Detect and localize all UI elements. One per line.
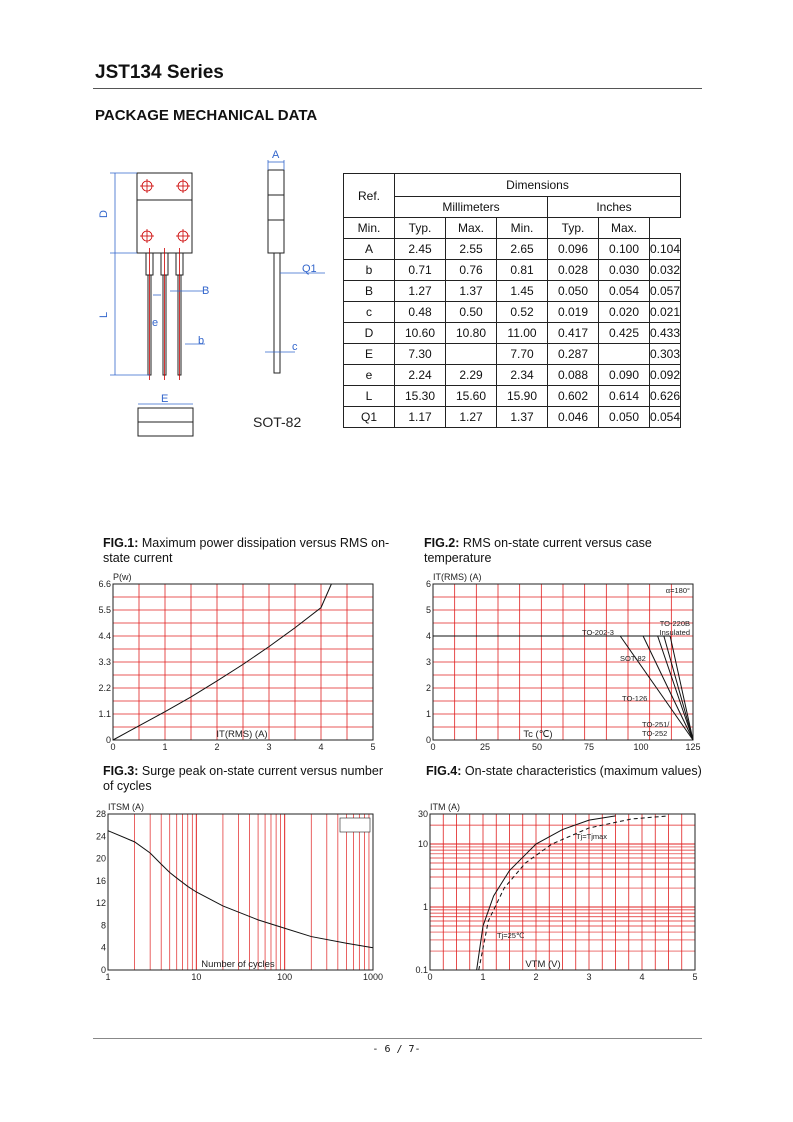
value-cell: 15.60 (446, 386, 497, 407)
value-cell: 0.028 (548, 260, 599, 281)
label-e-upper: E (161, 393, 169, 405)
table-row (344, 239, 681, 260)
value-cell: 7.30 (395, 344, 446, 365)
value-cell: 11.00 (497, 323, 548, 344)
section-title: PACKAGE MECHANICAL DATA (95, 107, 318, 124)
y-tick-label: 6 (425, 579, 431, 589)
value-cell: 2.34 (497, 365, 548, 386)
ref-cell: B (344, 281, 395, 302)
x-tick-label: 5 (692, 972, 698, 982)
ref-cell: Q1 (344, 407, 395, 428)
y-axis-label: ITSM (A) (108, 802, 144, 812)
fig2-caption: FIG.2: RMS on-state current versus case temperature (424, 536, 652, 565)
value-cell: 0.046 (548, 407, 599, 428)
dimensions-table (343, 173, 681, 428)
title-rule (93, 88, 702, 89)
x-axis-label: Number of cycles (201, 959, 275, 970)
table-row (344, 344, 681, 365)
y-tick-label: 2.2 (98, 683, 111, 693)
x-tick-label: 1000 (362, 972, 384, 982)
fig4-chart (408, 794, 708, 986)
value-cell: 0.019 (548, 302, 599, 323)
value-cell: 1.27 (395, 281, 446, 302)
y-tick-label: 20 (95, 853, 106, 864)
series-title: JST134 Series (95, 62, 224, 83)
value-cell: 0.417 (548, 323, 599, 344)
label-b-upper: B (202, 285, 210, 297)
value-cell: 0.032 (650, 260, 681, 281)
fig1-chart (88, 566, 388, 756)
y-tick-label: 8 (100, 920, 106, 931)
value-cell: 0.021 (650, 302, 681, 323)
value-cell: 0.020 (599, 302, 650, 323)
subheader-cell: Max. (599, 218, 650, 239)
chart-annotation: TO-220B (659, 619, 690, 628)
chart-annotation: α=180° (665, 586, 690, 595)
table-row (344, 365, 681, 386)
y-tick-label: 24 (95, 831, 106, 842)
value-cell: 2.29 (446, 365, 497, 386)
y-tick-label: 10 (417, 839, 428, 850)
package-name: SOT-82 (253, 414, 302, 430)
y-tick-label: 1 (422, 902, 428, 913)
value-cell: 0.090 (599, 365, 650, 386)
value-cell: 2.45 (395, 239, 446, 260)
page-number: - 6 / 7- (372, 1044, 421, 1055)
plot-frame (108, 814, 373, 970)
value-cell: 0.76 (446, 260, 497, 281)
value-cell: 0.287 (548, 344, 599, 365)
value-cell: 15.90 (497, 386, 548, 407)
y-tick-label: 0 (105, 735, 111, 745)
ref-cell: D (344, 323, 395, 344)
x-tick-label: 0 (110, 742, 116, 752)
x-tick-label: 0 (427, 972, 433, 982)
ref-cell: e (344, 365, 395, 386)
value-cell: 0.52 (497, 302, 548, 323)
x-axis-label: Tc (℃) (523, 729, 553, 740)
value-cell: 0.054 (650, 407, 681, 428)
y-tick-label: 12 (95, 898, 106, 909)
y-tick-label: 1.1 (98, 709, 111, 719)
label-a: A (272, 149, 280, 161)
header-ref: Ref. (344, 174, 395, 218)
chart-annotation: TO-251/ (642, 720, 670, 729)
chart-annotation: TO-126 (622, 694, 648, 703)
y-tick-label: 0.1 (415, 965, 428, 975)
label-e: e (152, 317, 159, 329)
x-tick-label: 4 (318, 742, 324, 752)
x-tick-label: 100 (633, 742, 649, 752)
fig2-chart (408, 566, 708, 756)
x-axis-label: VTM (V) (525, 959, 561, 970)
fig3-caption: FIG.3: Surge peak on-state current versus number of cycles (103, 764, 383, 793)
value-cell: 0.050 (599, 407, 650, 428)
y-tick-label: 0 (100, 965, 106, 975)
value-cell (599, 344, 650, 365)
subheader-cell: Typ. (395, 218, 446, 239)
value-cell: 0.096 (548, 239, 599, 260)
y-tick-label: 6.6 (98, 579, 111, 589)
value-cell: 1.45 (497, 281, 548, 302)
value-cell: 10.80 (446, 323, 497, 344)
chart-annotation: TO-202-3 (582, 628, 614, 637)
ref-cell: c (344, 302, 395, 323)
value-cell: 0.100 (599, 239, 650, 260)
value-cell: 0.71 (395, 260, 446, 281)
table-row (344, 281, 681, 302)
series-line (479, 816, 669, 970)
value-cell: 0.50 (446, 302, 497, 323)
table-row (344, 302, 681, 323)
label-q1: Q1 (302, 263, 317, 275)
x-tick-label: 50 (531, 742, 543, 752)
value-cell: 0.050 (548, 281, 599, 302)
footer-rule (93, 1038, 702, 1039)
value-cell: 10.60 (395, 323, 446, 344)
value-cell: 0.425 (599, 323, 650, 344)
x-axis-label: IT(RMS) (A) (216, 729, 268, 740)
x-tick-label: 2 (533, 972, 539, 982)
value-cell: 0.057 (650, 281, 681, 302)
subheader-cell: Max. (446, 218, 497, 239)
value-cell: 1.17 (395, 407, 446, 428)
label-d: D (98, 210, 110, 218)
value-cell: 1.27 (446, 407, 497, 428)
y-tick-label: 4.4 (98, 631, 111, 641)
x-tick-label: 75 (583, 742, 595, 752)
table-row (344, 323, 681, 344)
y-tick-label: 3.3 (98, 657, 111, 667)
value-cell: 0.433 (650, 323, 681, 344)
y-tick-label: 3 (425, 657, 431, 667)
subheader-cell: Min. (344, 218, 395, 239)
y-tick-label: 30 (417, 809, 428, 819)
label-b-lower: b (198, 335, 205, 347)
series-line (108, 831, 373, 948)
y-tick-label: 28 (95, 809, 106, 819)
subheader-cell: Typ. (548, 218, 599, 239)
header-millimeters: Millimeters (395, 197, 548, 218)
chart-annotation: Tj=25℃ (497, 931, 525, 940)
label-l: L (98, 311, 110, 318)
value-cell: 2.24 (395, 365, 446, 386)
label-c: c (292, 341, 298, 353)
y-tick-label: 16 (95, 875, 106, 886)
x-tick-label: 3 (586, 972, 592, 982)
x-tick-label: 3 (266, 742, 272, 752)
value-cell: 0.030 (599, 260, 650, 281)
y-tick-label: 5.5 (98, 605, 111, 615)
y-axis-label: ITM (A) (430, 802, 460, 812)
ref-cell: A (344, 239, 395, 260)
header-dimensions: Dimensions (395, 174, 681, 197)
table-row (344, 260, 681, 281)
value-cell: 0.092 (650, 365, 681, 386)
value-cell: 0.303 (650, 344, 681, 365)
table-row (344, 407, 681, 428)
fig3-chart (88, 794, 388, 986)
x-tick-label: 100 (277, 972, 293, 982)
y-axis-label: IT(RMS) (A) (433, 572, 482, 582)
chart-annotation: Insulated (659, 628, 690, 637)
y-axis-label: P(w) (113, 572, 132, 582)
chart-annotation: TO-252 (642, 729, 668, 738)
y-tick-label: 2 (425, 683, 431, 693)
x-tick-label: 125 (685, 742, 701, 752)
x-tick-label: 0 (430, 742, 436, 752)
subheader-cell: Min. (497, 218, 548, 239)
value-cell: 0.81 (497, 260, 548, 281)
value-cell: 0.602 (548, 386, 599, 407)
fig4-caption: FIG.4: On-state characteristics (maximum values) (426, 764, 702, 778)
value-cell: 0.088 (548, 365, 599, 386)
x-tick-label: 1 (480, 972, 486, 982)
y-tick-label: 0 (425, 735, 431, 745)
value-cell: 1.37 (446, 281, 497, 302)
fig1-caption: FIG.1: Maximum power dissipation versus RMS on-state current (103, 536, 390, 565)
value-cell: 2.65 (497, 239, 548, 260)
value-cell: 0.626 (650, 386, 681, 407)
x-tick-label: 1 (105, 972, 111, 982)
value-cell: 2.55 (446, 239, 497, 260)
value-cell: 0.48 (395, 302, 446, 323)
table-row (344, 386, 681, 407)
value-cell: 0.614 (599, 386, 650, 407)
value-cell (446, 344, 497, 365)
ref-cell: b (344, 260, 395, 281)
x-tick-label: 5 (370, 742, 376, 752)
subheader-row (344, 218, 681, 239)
y-tick-label: 5 (425, 605, 431, 615)
header-inches: Inches (548, 197, 681, 218)
x-tick-label: 2 (214, 742, 220, 752)
x-tick-label: 10 (191, 972, 202, 982)
chart-annotation: SOT-82 (620, 654, 646, 663)
y-tick-label: 1 (425, 709, 431, 719)
chart-annotation: Tj=Tjmax (576, 832, 608, 841)
value-cell: 0.054 (599, 281, 650, 302)
value-cell: 0.104 (650, 239, 681, 260)
y-tick-label: 4 (425, 631, 431, 641)
ref-cell: L (344, 386, 395, 407)
x-tick-label: 25 (479, 742, 491, 752)
x-tick-label: 4 (639, 972, 645, 982)
package-drawing (95, 140, 335, 440)
ref-cell: E (344, 344, 395, 365)
value-cell: 7.70 (497, 344, 548, 365)
waveform-icon (340, 818, 370, 832)
value-cell: 15.30 (395, 386, 446, 407)
value-cell: 1.37 (497, 407, 548, 428)
y-tick-label: 4 (100, 942, 106, 953)
x-tick-label: 1 (162, 742, 168, 752)
